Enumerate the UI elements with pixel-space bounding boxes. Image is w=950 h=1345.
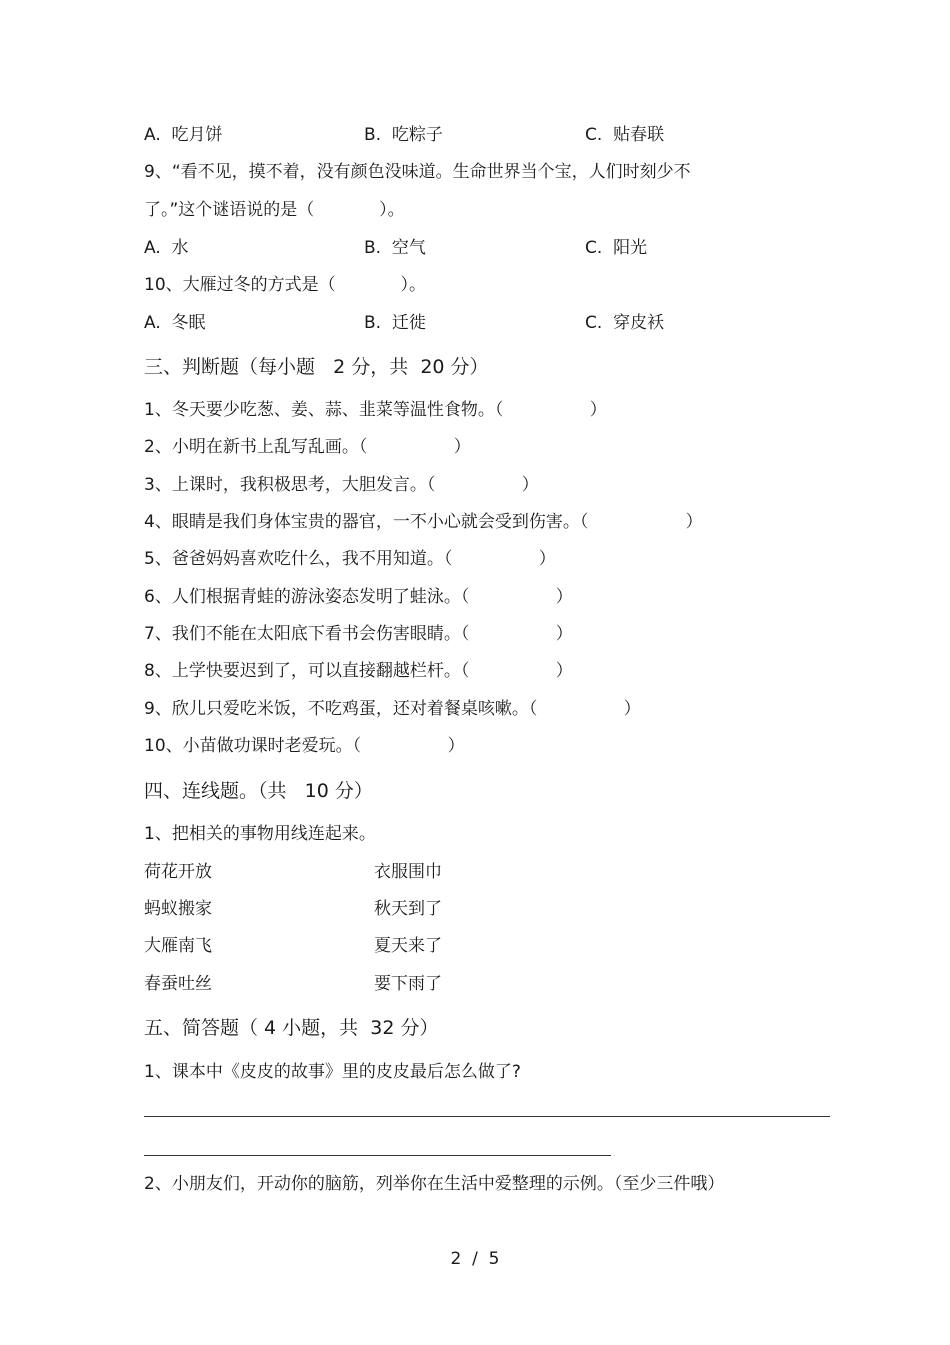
q9-line2: 了。”这个谜语说的是（ ）。 bbox=[144, 200, 405, 220]
match-left-item: 大雁南飞 bbox=[144, 936, 212, 956]
section3-item: 9、欣儿只爱吃米饭，不吃鸡蛋，还对着餐桌咳嗽。（ ） bbox=[144, 699, 641, 719]
match-left-item: 荷花开放 bbox=[144, 862, 212, 882]
section3-item: 5、爸爸妈妈喜欢吃什么，我不用知道。（ ） bbox=[144, 549, 556, 569]
q8-option-a: A. 吃月饼 bbox=[144, 125, 223, 145]
q10-option-b: B. 迁徙 bbox=[364, 313, 426, 333]
section3-item: 2、小明在新书上乱写乱画。（ ） bbox=[144, 437, 471, 457]
section3-item: 7、我们不能在太阳底下看书会伤害眼睛。（ ） bbox=[144, 624, 573, 644]
section3-item: 10、小苗做功课时老爱玩。（ ） bbox=[144, 736, 465, 756]
match-right-item: 要下雨了 bbox=[374, 974, 442, 994]
page-number: 2 / 5 bbox=[450, 1249, 500, 1269]
section5-q2: 2、小朋友们，开动你的脑筋，列举你在生活中爱整理的示例。（至少三件哦） bbox=[144, 1174, 725, 1194]
match-right-item: 秋天到了 bbox=[374, 899, 442, 919]
q10-option-c: C. 穿皮袄 bbox=[585, 313, 665, 333]
answer-line bbox=[144, 1155, 611, 1156]
match-right-item: 夏天来了 bbox=[374, 936, 442, 956]
q10-option-a: A. 冬眠 bbox=[144, 313, 206, 333]
q9-option-b: B. 空气 bbox=[364, 238, 426, 258]
section5-title: 五、简答题（ 4 小题，共 32 分） bbox=[144, 1017, 439, 1039]
q10-text: 10、大雁过冬的方式是（ ）。 bbox=[144, 275, 426, 295]
q9-option-a: A. 水 bbox=[144, 238, 189, 258]
section3-item: 3、上课时，我积极思考，大胆发言。（ ） bbox=[144, 475, 539, 495]
section3-item: 8、上学快要迟到了，可以直接翻越栏杆。（ ） bbox=[144, 661, 573, 681]
section4-title: 四、连线题。（共 10 分） bbox=[144, 780, 373, 802]
section3-item: 6、人们根据青蛙的游泳姿态发明了蛙泳。（ ） bbox=[144, 587, 573, 607]
section3-item: 4、眼睛是我们身体宝贵的器官，一不小心就会受到伤害。（ ） bbox=[144, 512, 703, 532]
match-left-item: 春蚕吐丝 bbox=[144, 974, 212, 994]
answer-line bbox=[144, 1116, 830, 1117]
section5-q1: 1、课本中《皮皮的故事》里的皮皮最后怎么做了? bbox=[144, 1062, 521, 1082]
q9-line1: 9、“看不见，摸不着，没有颜色没味道。生命世界当个宝，人们时刻少不 bbox=[144, 162, 691, 182]
q8-option-c: C. 贴春联 bbox=[585, 125, 665, 145]
section4-question: 1、把相关的事物用线连起来。 bbox=[144, 824, 376, 844]
q9-option-c: C. 阳光 bbox=[585, 238, 648, 258]
match-left-item: 蚂蚁搬家 bbox=[144, 899, 212, 919]
section3-title: 三、判断题（每小题 2 分，共 20 分） bbox=[144, 356, 489, 378]
q8-option-b: B. 吃粽子 bbox=[364, 125, 443, 145]
section3-item: 1、冬天要少吃葱、姜、蒜、韭菜等温性食物。（ ） bbox=[144, 400, 607, 420]
match-right-item: 衣服围巾 bbox=[374, 862, 442, 882]
